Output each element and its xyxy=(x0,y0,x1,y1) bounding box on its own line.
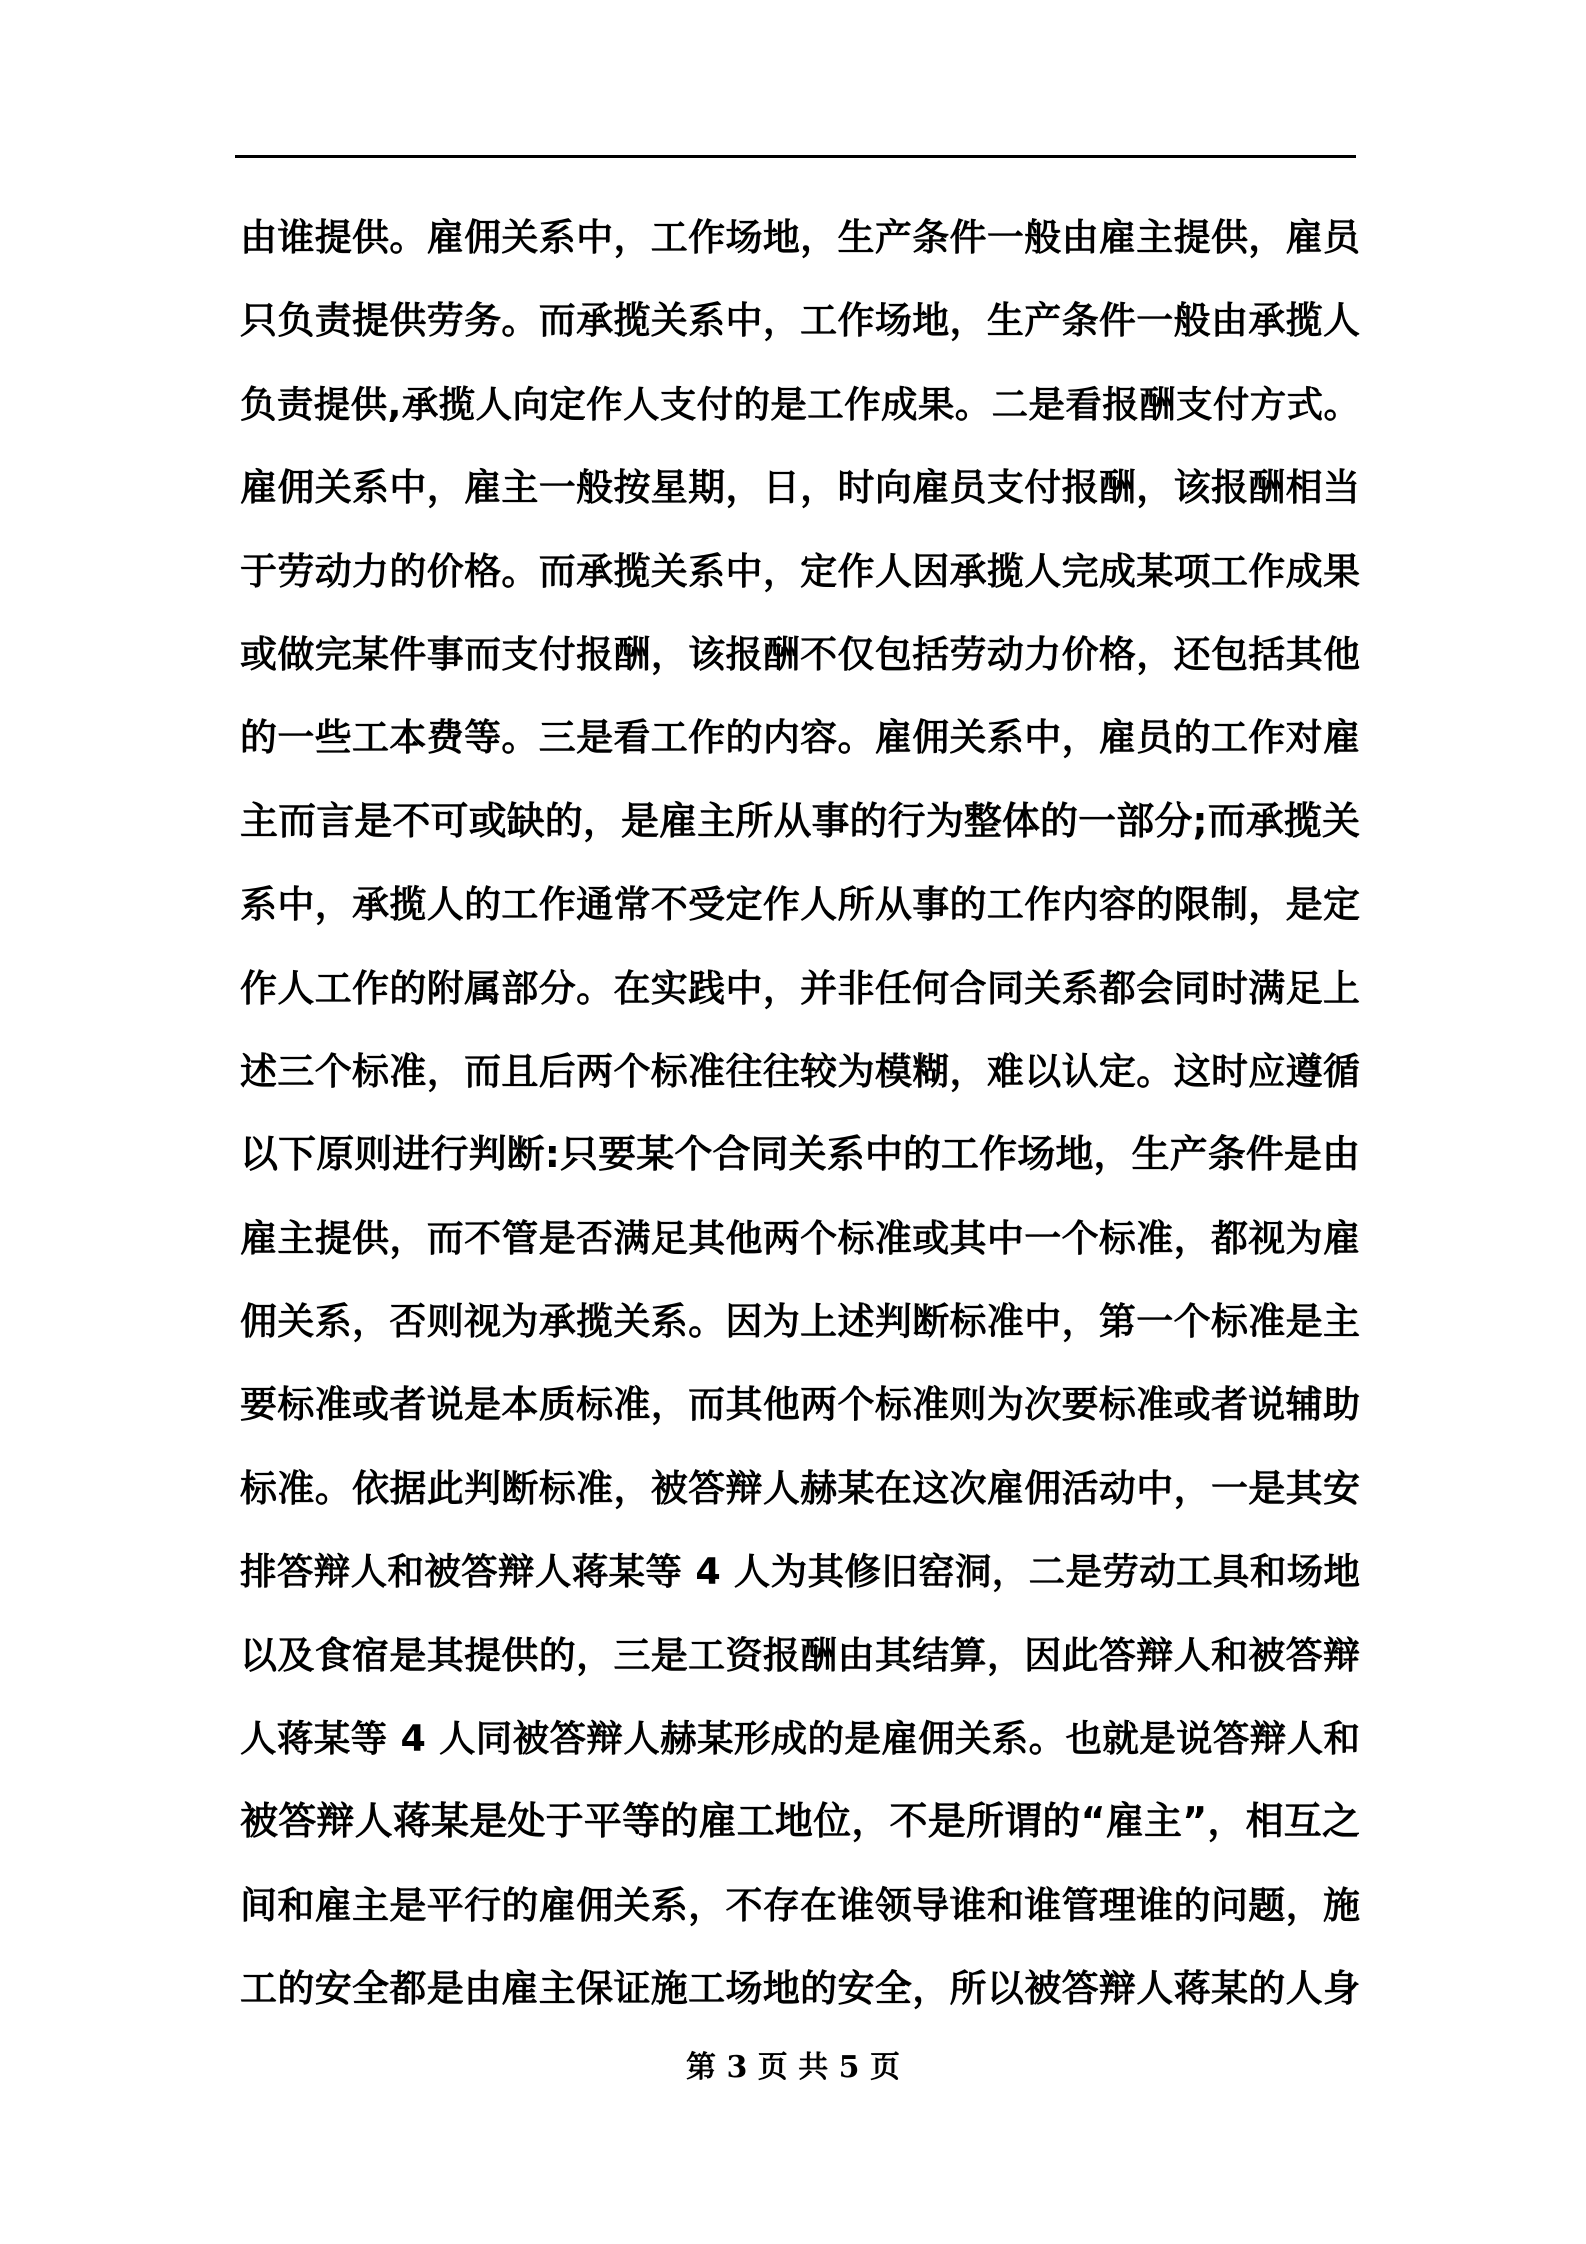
text-line: 标准。依据此判断标准，被答辩人赫某在这次雇佣活动中，一是其安 xyxy=(240,1466,1360,1510)
text-line: 人蒋某等 4 人同被答辩人赫某形成的是雇佣关系。也就是说答辩人和 xyxy=(240,1717,1360,1761)
text-line: 的一些工本费等。三是看工作的内容。雇佣关系中，雇员的工作对雇 xyxy=(240,716,1360,760)
text-line: 排答辩人和被答辩人蒋某等 4 人为其修旧窑洞，二是劳动工具和场地 xyxy=(240,1550,1360,1594)
text-line: 间和雇主是平行的雇佣关系，不存在谁领导谁和谁管理谁的问题，施 xyxy=(240,1883,1360,1927)
text-line: 负责提供,承揽人向定作人支付的是工作成果。二是看报酬支付方式。 xyxy=(240,382,1360,426)
text-line: 被答辩人蒋某是处于平等的雇工地位，不是所谓的“雇主”，相互之 xyxy=(240,1799,1360,1844)
page-number: 第 3 页 共 5 页 xyxy=(686,2050,900,2085)
text-line: 于劳动力的价格。而承揽关系中，定作人因承揽人完成某项工作成果 xyxy=(240,549,1360,593)
text-line: 雇主提供，而不管是否满足其他两个标准或其中一个标准，都视为雇 xyxy=(240,1216,1360,1260)
body-text xyxy=(240,196,1360,2031)
text-line: 作人工作的附属部分。在实践中，并非任何合同关系都会同时满足上 xyxy=(240,966,1360,1010)
text-line: 只负责提供劳务。而承揽关系中，工作场地，生产条件一般由承揽人 xyxy=(240,299,1360,343)
header-rule xyxy=(235,155,1356,158)
text-line: 以及食宿是其提供的，三是工资报酬由其结算，因此答辩人和被答辩 xyxy=(240,1633,1360,1677)
text-line: 主而言是不可或缺的，是雇主所从事的行为整体的一部分;而承揽关 xyxy=(240,798,1360,843)
text-line: 工的安全都是由雇主保证施工场地的安全，所以被答辩人蒋某的人身 xyxy=(240,1967,1360,2011)
text-line: 佣关系，否则视为承揽关系。因为上述判断标准中，第一个标准是主 xyxy=(240,1300,1360,1344)
text-line: 雇佣关系中，雇主一般按星期，日，时向雇员支付报酬，该报酬相当 xyxy=(240,466,1360,510)
text-line: 系中，承揽人的工作通常不受定作人所从事的工作内容的限制，是定 xyxy=(240,883,1360,927)
text-line: 以下原则进行判断:只要某个合同关系中的工作场地，生产条件是由 xyxy=(240,1132,1360,1177)
text-line: 述三个标准，而且后两个标准往往较为模糊，难以认定。这时应遵循 xyxy=(240,1049,1360,1093)
text-line: 由谁提供。雇佣关系中，工作场地，生产条件一般由雇主提供，雇员 xyxy=(240,216,1360,259)
text-line: 要标准或者说是本质标准，而其他两个标准则为次要标准或者说辅助 xyxy=(240,1383,1360,1427)
text-line: 或做完某件事而支付报酬，该报酬不仅包括劳动力价格，还包括其他 xyxy=(240,632,1360,676)
